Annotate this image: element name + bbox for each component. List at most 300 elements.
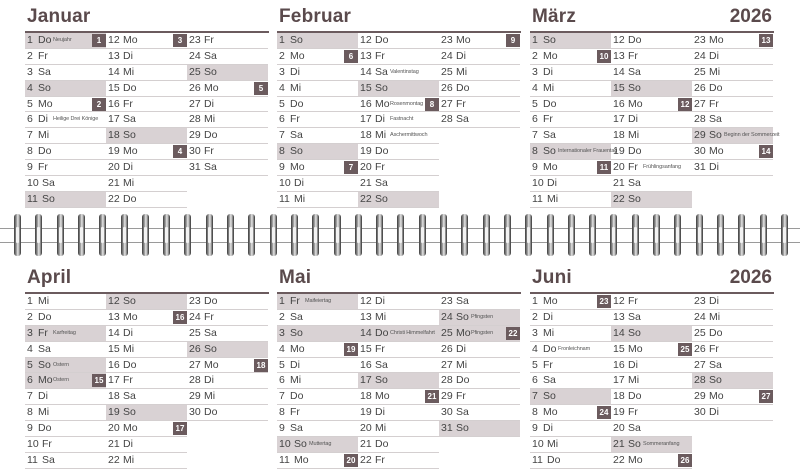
week-number-badge: 7 (344, 161, 358, 174)
day-row[interactable] (106, 437, 187, 453)
day-row[interactable] (187, 112, 268, 128)
weekday-label: Di (123, 326, 133, 339)
day-number: 29 (189, 129, 201, 142)
day-row[interactable] (692, 128, 780, 144)
day-row[interactable] (25, 389, 106, 405)
day-row[interactable] (530, 65, 611, 81)
day-row[interactable] (530, 373, 611, 389)
day-row[interactable] (277, 144, 358, 160)
day-number: 10 (27, 438, 39, 451)
day-row[interactable] (106, 112, 187, 128)
day-row[interactable] (25, 65, 106, 81)
day-row[interactable] (277, 294, 358, 310)
day-row[interactable] (439, 65, 520, 81)
day-row[interactable] (358, 192, 439, 208)
weekday-label: Di (543, 422, 553, 435)
weekday-label: So (456, 422, 469, 435)
day-row[interactable] (611, 33, 692, 49)
day-row[interactable] (611, 49, 692, 65)
weekday-label: Do (543, 342, 557, 355)
day-row[interactable] (439, 49, 520, 65)
day-row[interactable] (692, 294, 773, 310)
day-row[interactable] (277, 405, 358, 421)
weekday-label: Mo (543, 49, 558, 62)
day-number: 22 (613, 453, 625, 466)
day-row[interactable] (25, 310, 106, 326)
day-row[interactable] (277, 33, 358, 49)
day-row[interactable] (692, 97, 773, 113)
day-row[interactable] (692, 389, 773, 405)
day-number: 29 (694, 390, 706, 403)
day-row[interactable] (25, 373, 106, 389)
weekday-label: Sa (709, 358, 722, 371)
day-number: 16 (613, 97, 625, 110)
day-row[interactable] (277, 49, 358, 65)
day-row[interactable] (187, 358, 268, 374)
day-row[interactable] (277, 310, 358, 326)
day-row[interactable] (439, 294, 520, 310)
day-row[interactable] (106, 49, 187, 65)
weekday-label: Di (375, 406, 385, 419)
day-row[interactable] (611, 421, 692, 437)
month-title: Februar (279, 6, 352, 27)
day-row[interactable] (187, 310, 268, 326)
day-row[interactable] (439, 389, 520, 405)
weekday-label: Mo (628, 97, 643, 110)
day-row[interactable] (277, 326, 358, 342)
day-row[interactable] (25, 112, 106, 128)
day-row[interactable] (439, 373, 520, 389)
day-number: 8 (279, 406, 285, 419)
day-number: 21 (108, 177, 120, 190)
day-row[interactable] (106, 192, 187, 208)
day-row[interactable] (358, 144, 439, 160)
day-row[interactable] (692, 49, 773, 65)
day-row[interactable] (611, 326, 692, 342)
weekday-label: Fr (123, 374, 133, 387)
weekday-label: Di (294, 177, 304, 190)
weekday-label: Sa (123, 113, 136, 126)
day-row[interactable] (439, 112, 520, 128)
day-row[interactable] (358, 160, 439, 176)
day-row[interactable] (611, 373, 692, 389)
day-row[interactable] (187, 81, 268, 97)
day-row[interactable] (530, 144, 618, 160)
day-row[interactable] (611, 310, 692, 326)
weekday-label: Mi (123, 65, 135, 78)
weekday-label: Mi (709, 65, 721, 78)
day-row[interactable] (611, 453, 692, 469)
weekday-label: Mo (543, 161, 558, 174)
day-row[interactable] (530, 192, 611, 208)
day-row[interactable] (530, 358, 611, 374)
day-row[interactable] (692, 65, 773, 81)
day-row[interactable] (530, 97, 611, 113)
day-row[interactable] (106, 453, 187, 469)
day-row[interactable] (611, 342, 692, 358)
day-row[interactable] (106, 405, 187, 421)
weekday-label: Fr (628, 406, 638, 419)
weekday-label: Sa (456, 295, 469, 307)
day-row[interactable] (25, 437, 106, 453)
holiday-note: Valentinstag (390, 68, 419, 75)
weekday-label: So (123, 295, 136, 307)
day-row[interactable] (106, 128, 187, 144)
day-row[interactable] (106, 310, 187, 326)
weekday-label: Sa (290, 129, 303, 142)
day-number: 28 (694, 113, 706, 126)
day-number: 23 (441, 295, 453, 307)
day-row[interactable] (692, 310, 773, 326)
weekday-label: So (375, 374, 388, 387)
day-row[interactable] (611, 160, 692, 176)
day-row[interactable] (611, 358, 692, 374)
spiral-ring (78, 214, 85, 256)
day-number: 17 (108, 374, 120, 387)
holiday-note: Sommeranfang (643, 441, 680, 448)
day-row[interactable] (530, 310, 611, 326)
spiral-ring (291, 214, 298, 256)
weekday-label: So (628, 326, 641, 339)
day-row[interactable] (358, 33, 439, 49)
day-number: 26 (441, 342, 453, 355)
day-row[interactable] (358, 421, 439, 437)
day-row[interactable] (692, 342, 773, 358)
day-number: 13 (360, 310, 372, 323)
day-number: 22 (360, 192, 372, 205)
day-row[interactable] (530, 81, 611, 97)
day-row[interactable] (530, 128, 611, 144)
week-number-badge: 14 (759, 145, 773, 158)
day-number: 21 (360, 438, 372, 451)
day-row[interactable] (187, 373, 268, 389)
week-number-badge: 2 (92, 98, 106, 111)
day-row[interactable] (106, 389, 187, 405)
day-row[interactable] (106, 176, 187, 192)
weekday-label: Fr (375, 453, 385, 466)
day-number: 26 (441, 81, 453, 94)
day-row[interactable] (277, 112, 358, 128)
day-row[interactable] (187, 326, 268, 342)
day-row[interactable] (611, 97, 692, 113)
day-number: 12 (613, 295, 625, 307)
day-row[interactable] (530, 160, 611, 176)
day-row[interactable] (277, 342, 358, 358)
day-row[interactable] (187, 294, 268, 310)
day-row[interactable] (692, 405, 773, 421)
day-row[interactable] (25, 160, 106, 176)
day-row[interactable] (611, 144, 692, 160)
day-row[interactable] (25, 176, 106, 192)
day-number: 24 (189, 49, 201, 62)
day-number: 6 (27, 113, 33, 126)
day-row[interactable] (439, 326, 520, 342)
day-row[interactable] (277, 389, 358, 405)
day-row[interactable] (611, 112, 692, 128)
day-row[interactable] (530, 405, 611, 421)
day-column (277, 33, 358, 208)
weekday-label: Mo (123, 145, 138, 158)
day-row[interactable] (358, 65, 439, 81)
weekday-label: Sa (543, 129, 556, 142)
day-row[interactable] (358, 326, 439, 342)
day-row[interactable] (530, 421, 611, 437)
day-row[interactable] (277, 65, 358, 81)
day-number: 9 (532, 161, 538, 174)
day-row[interactable] (25, 33, 106, 49)
spiral-ring (397, 214, 404, 256)
day-row[interactable] (106, 65, 187, 81)
day-row[interactable] (611, 65, 692, 81)
weekday-label: Sa (375, 358, 388, 371)
day-row[interactable] (106, 326, 187, 342)
day-row[interactable] (530, 326, 611, 342)
spiral-binding (0, 208, 800, 262)
day-row[interactable] (187, 65, 268, 81)
day-row[interactable] (25, 81, 106, 97)
day-number: 15 (360, 342, 372, 355)
day-number: 10 (532, 177, 544, 190)
weekday-label: Do (204, 129, 218, 142)
day-number: 29 (189, 390, 201, 403)
day-number: 30 (694, 145, 706, 158)
day-row[interactable] (25, 421, 106, 437)
day-row[interactable] (692, 33, 773, 49)
day-number: 4 (27, 81, 33, 94)
weekday-label: Do (290, 390, 304, 403)
day-number: 16 (108, 97, 120, 110)
day-row[interactable] (530, 49, 611, 65)
day-number: 22 (613, 192, 625, 205)
day-number: 17 (613, 374, 625, 387)
day-row[interactable] (25, 453, 106, 469)
day-number: 28 (189, 113, 201, 126)
day-row[interactable] (106, 144, 187, 160)
spiral-ring (57, 214, 64, 256)
day-row[interactable] (106, 33, 187, 49)
day-row[interactable] (358, 176, 439, 192)
day-row[interactable] (277, 81, 358, 97)
day-row[interactable] (25, 144, 106, 160)
day-row[interactable] (358, 97, 439, 113)
week-number-badge: 18 (254, 359, 268, 372)
spiral-ring (610, 214, 617, 256)
day-row[interactable] (25, 326, 106, 342)
weekday-label: Sa (456, 406, 469, 419)
day-number: 11 (532, 192, 543, 205)
day-number: 1 (279, 295, 285, 307)
weekday-label: Sa (628, 177, 641, 190)
day-row[interactable] (439, 358, 520, 374)
day-row[interactable] (358, 310, 439, 326)
weekday-label: So (543, 390, 556, 403)
weekday-label: Mo (709, 145, 724, 158)
day-number: 4 (279, 342, 285, 355)
day-row[interactable] (358, 358, 439, 374)
day-row[interactable] (692, 373, 773, 389)
weekday-label: Do (375, 34, 389, 46)
week-number-badge: 9 (506, 34, 520, 47)
day-row[interactable] (358, 437, 439, 453)
day-row[interactable] (25, 97, 106, 113)
day-number: 11 (27, 192, 38, 205)
day-row[interactable] (277, 421, 358, 437)
weekday-label: Sa (204, 49, 217, 62)
day-row[interactable] (358, 373, 439, 389)
day-row[interactable] (611, 389, 692, 405)
day-row[interactable] (277, 192, 358, 208)
day-row[interactable] (530, 389, 611, 405)
day-row[interactable] (106, 81, 187, 97)
day-row[interactable] (530, 294, 611, 310)
spiral-ring (547, 214, 554, 256)
weekday-label: Mi (375, 422, 387, 435)
day-number: 22 (108, 453, 120, 466)
day-row[interactable] (25, 342, 106, 358)
day-row[interactable] (692, 81, 773, 97)
day-row[interactable] (277, 160, 358, 176)
day-number: 17 (360, 113, 372, 126)
day-row[interactable] (187, 49, 268, 65)
week-number-badge: 19 (344, 343, 358, 356)
day-number: 23 (189, 295, 201, 307)
day-row[interactable] (106, 160, 187, 176)
day-number: 7 (279, 390, 285, 403)
holiday-note: Beginn der Sommerzeit (724, 132, 780, 139)
day-row[interactable] (25, 49, 106, 65)
day-row[interactable] (187, 389, 268, 405)
day-row[interactable] (187, 342, 268, 358)
day-row[interactable] (439, 421, 520, 437)
day-row[interactable] (106, 421, 187, 437)
day-row[interactable] (25, 192, 106, 208)
day-row[interactable] (277, 176, 358, 192)
day-row[interactable] (530, 453, 611, 469)
day-row[interactable] (358, 405, 439, 421)
day-row[interactable] (530, 437, 611, 453)
day-number: 23 (694, 34, 706, 46)
day-number: 12 (360, 295, 372, 307)
day-row[interactable] (439, 97, 520, 113)
day-row[interactable] (277, 358, 358, 374)
day-row[interactable] (692, 144, 773, 160)
day-row[interactable] (106, 294, 187, 310)
day-row[interactable] (611, 405, 692, 421)
day-row[interactable] (277, 97, 358, 113)
day-row[interactable] (106, 342, 187, 358)
day-number: 9 (532, 422, 538, 435)
week-number-badge: 16 (173, 311, 187, 324)
day-row[interactable] (358, 49, 439, 65)
day-row[interactable] (439, 310, 520, 326)
day-row[interactable] (187, 144, 268, 160)
day-row[interactable] (358, 81, 439, 97)
holiday-note: Maifeiertag (305, 298, 332, 304)
day-row[interactable] (358, 453, 439, 469)
day-number: 10 (27, 177, 39, 190)
day-number: 31 (694, 161, 706, 174)
day-row[interactable] (106, 97, 187, 113)
week-number-badge: 8 (425, 98, 439, 111)
day-row[interactable] (277, 128, 358, 144)
day-row[interactable] (187, 97, 268, 113)
day-row[interactable] (277, 453, 358, 469)
day-row[interactable] (611, 81, 692, 97)
month-panel (25, 261, 269, 471)
weekday-label: Mi (290, 81, 302, 94)
weekday-label: Mo (375, 97, 390, 110)
day-number: 21 (360, 177, 372, 190)
day-row[interactable] (25, 405, 106, 421)
day-row[interactable] (530, 176, 611, 192)
day-row[interactable] (439, 33, 520, 49)
day-row[interactable] (611, 128, 692, 144)
day-row[interactable] (439, 405, 520, 421)
day-number: 25 (694, 326, 706, 339)
day-number: 6 (532, 113, 538, 126)
day-row[interactable] (25, 294, 106, 310)
weekday-label: Sa (628, 65, 641, 78)
day-number: 11 (279, 192, 290, 205)
day-row[interactable] (692, 160, 773, 176)
weekday-label: Di (123, 161, 133, 174)
day-row[interactable] (530, 342, 611, 358)
day-row[interactable] (611, 176, 692, 192)
day-row[interactable] (277, 437, 358, 453)
day-row[interactable] (358, 389, 439, 405)
day-number: 25 (189, 326, 201, 339)
day-row[interactable] (611, 437, 692, 453)
day-row[interactable] (692, 112, 773, 128)
day-number: 28 (694, 374, 706, 387)
day-row[interactable] (358, 294, 439, 310)
weekday-label: Di (290, 358, 300, 371)
day-row[interactable] (277, 373, 358, 389)
day-row[interactable] (439, 342, 520, 358)
week-number-badge: 22 (506, 327, 520, 340)
day-row[interactable] (358, 112, 439, 128)
day-row[interactable] (692, 358, 773, 374)
day-row[interactable] (25, 128, 106, 144)
weekday-label: Mo (123, 422, 138, 435)
weekday-label: Do (38, 310, 52, 323)
day-row[interactable] (187, 405, 268, 421)
day-row[interactable] (530, 33, 611, 49)
day-row[interactable] (692, 326, 773, 342)
day-number: 6 (279, 374, 285, 387)
day-number: 20 (108, 161, 120, 174)
day-number: 12 (108, 34, 120, 46)
day-row[interactable] (187, 33, 268, 49)
day-row[interactable] (611, 192, 692, 208)
weekday-label: Mo (290, 49, 305, 62)
day-row[interactable] (530, 112, 611, 128)
day-row[interactable] (187, 160, 268, 176)
day-row[interactable] (106, 373, 187, 389)
day-row[interactable] (187, 128, 268, 144)
day-row[interactable] (25, 358, 106, 374)
day-row[interactable] (611, 294, 692, 310)
spiral-ring (696, 214, 703, 256)
weekday-label: Do (38, 34, 52, 46)
day-row[interactable] (358, 128, 439, 144)
day-row[interactable] (439, 81, 520, 97)
day-number: 26 (694, 342, 706, 355)
day-row[interactable] (106, 358, 187, 374)
day-number: 17 (108, 113, 120, 126)
day-row[interactable] (358, 342, 439, 358)
weekday-label: Fr (543, 113, 553, 126)
